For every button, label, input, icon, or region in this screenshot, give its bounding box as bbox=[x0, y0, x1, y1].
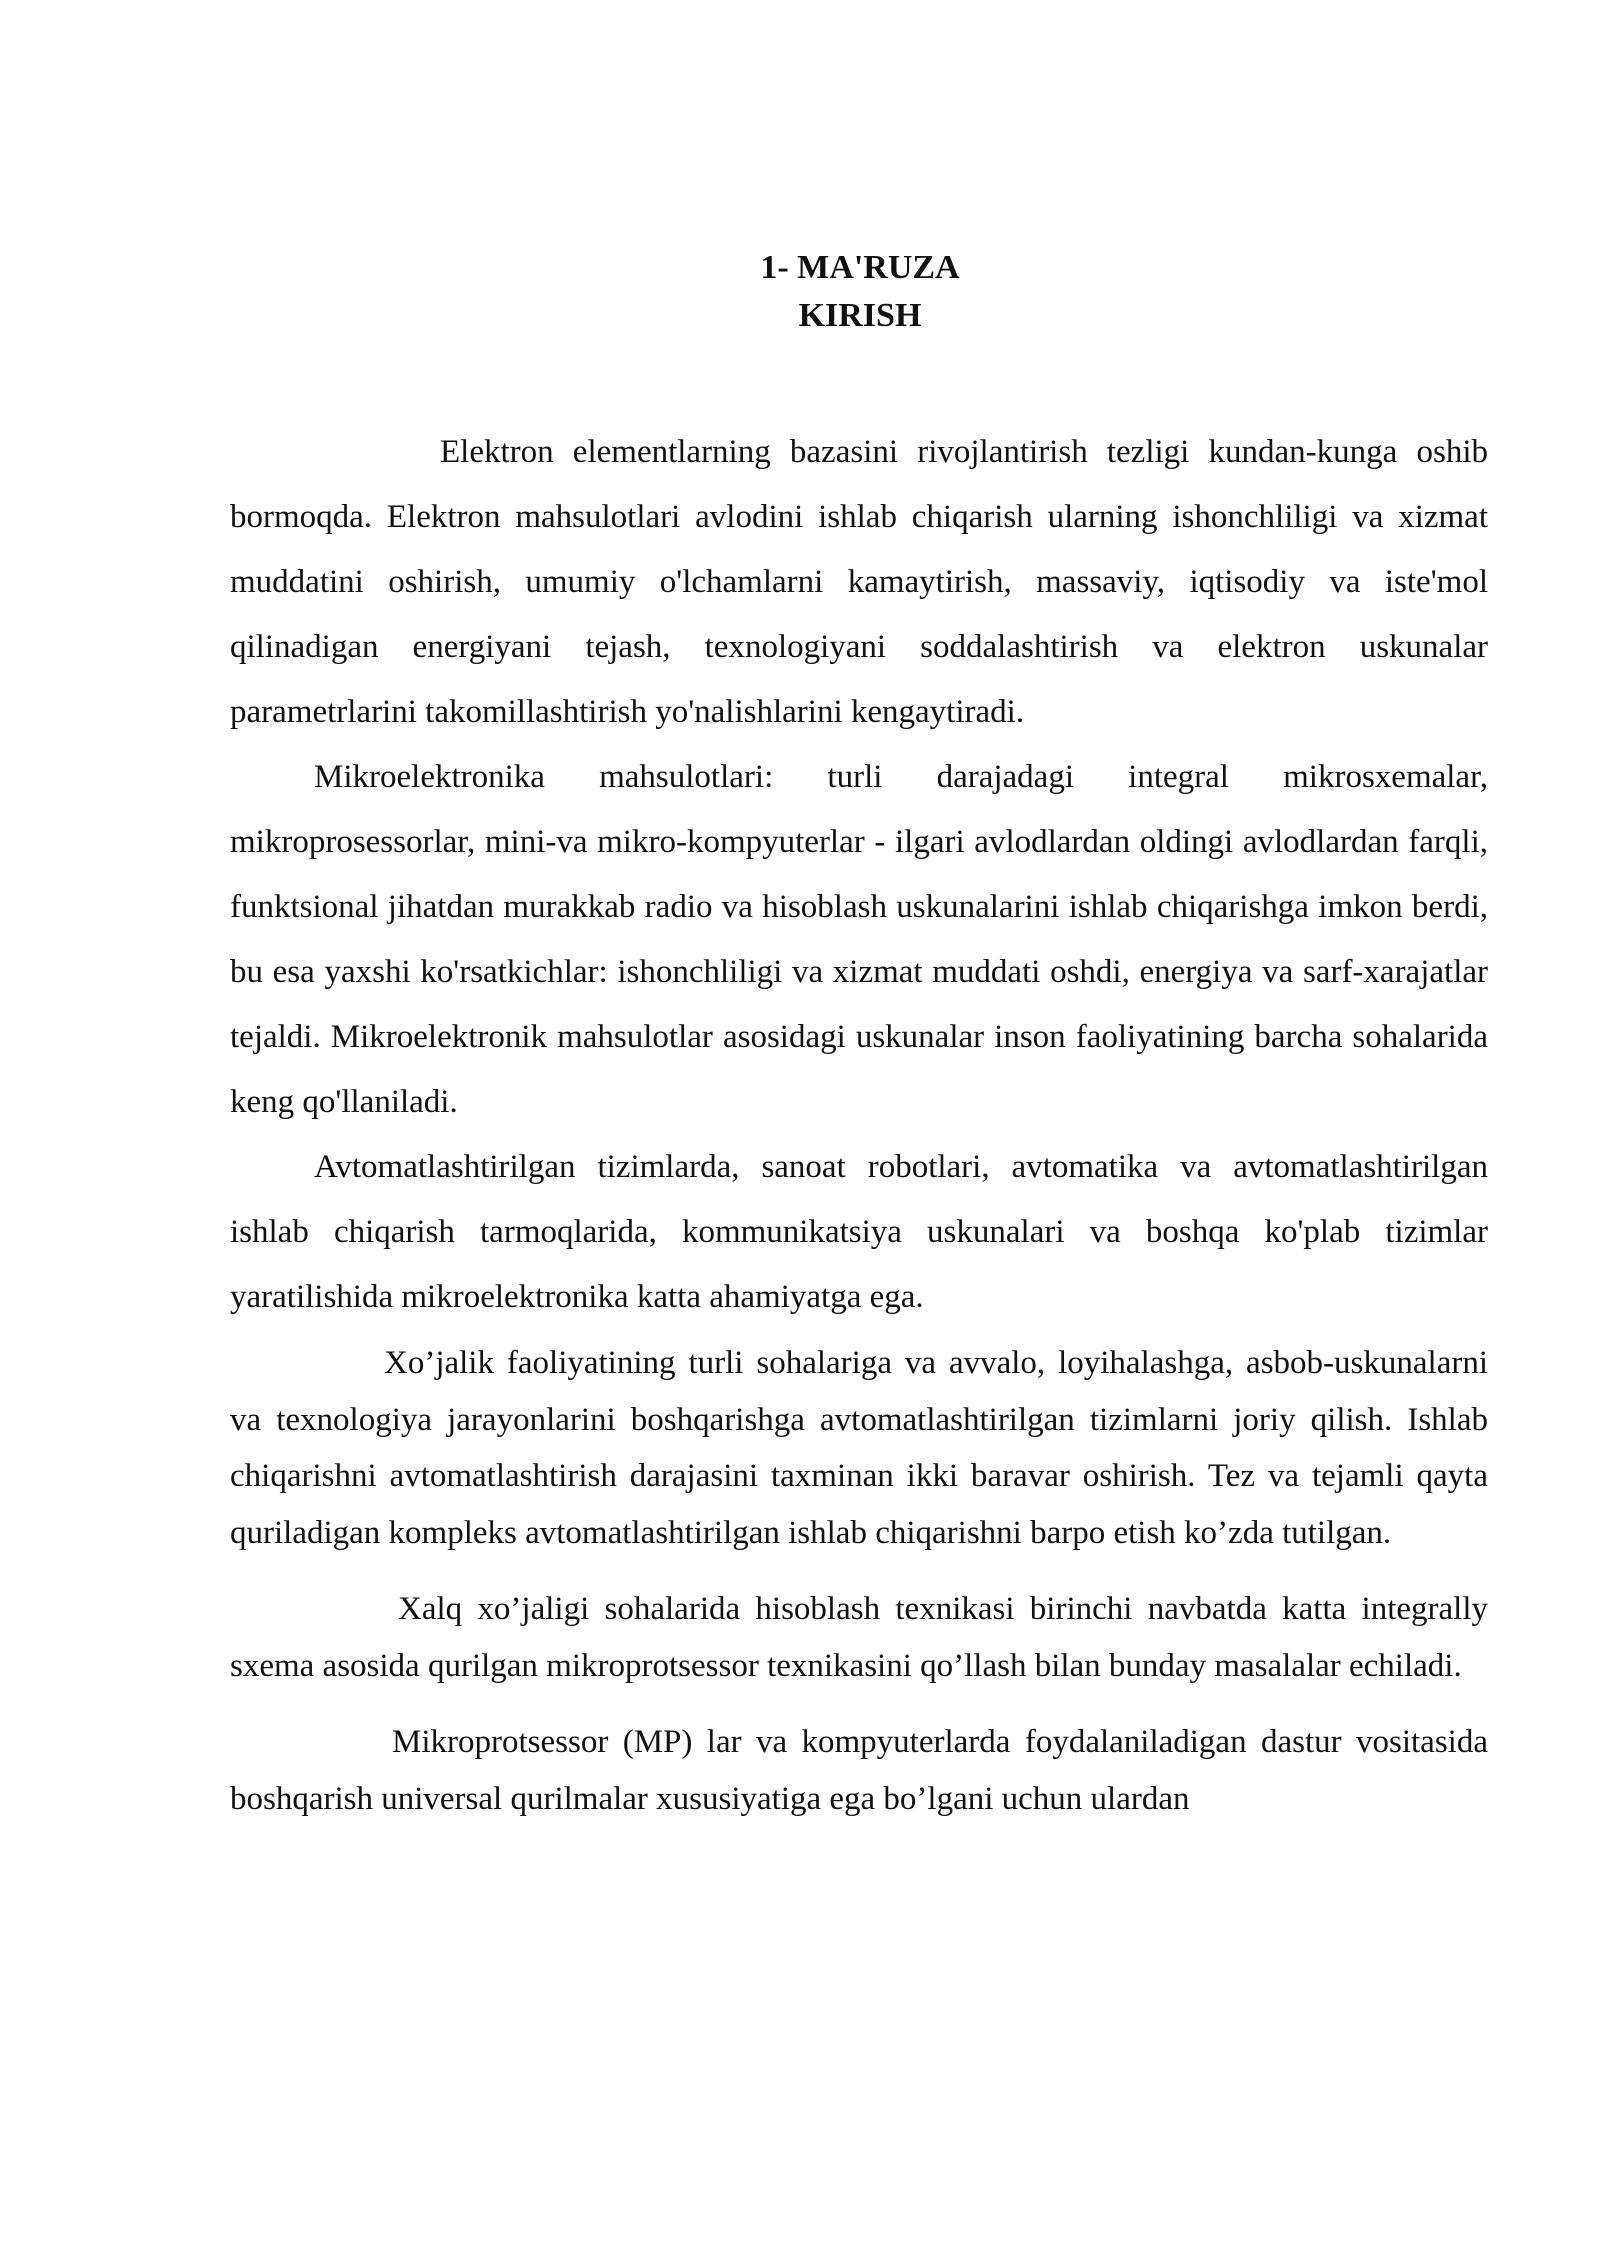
paragraph: Elektron elementlarning bazasini rivojlantirish tezligi kundan-kunga oshib bormoqda. Elektron mahsulotlari avlodini ishlab chiqarish ularning ishonchliligi va xizmat muddatini oshirish, umumiy o'lchamlarni kamaytirish, massaviy, iqtisodiy va iste'mol qilinadigan energiyani tejash, texnologiyani soddalashtirish va elektron uskunalar parametrlarini takomillashtirish yo'nalishlarini kengaytiradi. bbox=[230, 434, 1488, 730]
document-body bbox=[230, 420, 1488, 1827]
paragraph: Xo’jalik faoliyatining turli sohalariga va avvalo, loyihalashga, asbob-uskunalarni va texnologiya jarayonlarini boshqarishga avtomatlashtirilgan tizimlarni joriy qilish. Ishlab chiqarishni avtomatlashtirish darajasini taxminan ikki baravar oshirish. Tez va tejamli qayta quriladigan kompleks avtomatlashtirilgan ishlab chiqarishni barpo etish ko’zda tutilgan. bbox=[230, 1345, 1488, 1551]
lecture-title: KIRISH bbox=[798, 297, 922, 334]
lecture-number: 1- MA'RUZA bbox=[760, 249, 960, 286]
paragraph: Mikroelektronika mahsulotlari: turli darajadagi integral mikrosxemalar, mikroprosessorlar, mini-va mikro-kompyuterlar - ilgari avlodlardan oldingi avlodlardan farqli, funktsional jihatdan murakkab radio va hisoblash uskunalarini ishlab chiqarishga imkon berdi, bu esa yaxshi ko'rsatkichlar: ishonchliligi va xizmat muddati oshdi, energiya va sarf-xarajatlar tejaldi. Mikroelektronik mahsulotlar asosidagi uskunalar inson faoliyatining barcha sohalarida keng qo'llaniladi. bbox=[230, 759, 1488, 1120]
paragraph: Xalq xo’jaligi sohalarida hisoblash texnikasi birinchi navbatda katta integrally sxema asosida qurilgan mikroprotsessor texnikasini qo’llash bilan bunday masalalar echiladi. bbox=[230, 1591, 1488, 1684]
paragraph: Avtomatlashtirilgan tizimlarda, sanoat robotlari, avtomatika va avtomatlashtirilgan ishlab chiqarish tarmoqlarida, kommunikatsiya uskunalari va boshqa ko'plab tizimlar yaratilishida mikroelektronika katta ahamiyatga ega. bbox=[230, 1149, 1488, 1315]
lecture-heading bbox=[0, 244, 1600, 340]
paragraph: Mikroprotsessor (MP) lar va kompyuterlarda foydalaniladigan dastur vositasida boshqarish universal qurilmalar xususiyatiga ega bo’lgani uchun ulardan bbox=[230, 1724, 1488, 1817]
